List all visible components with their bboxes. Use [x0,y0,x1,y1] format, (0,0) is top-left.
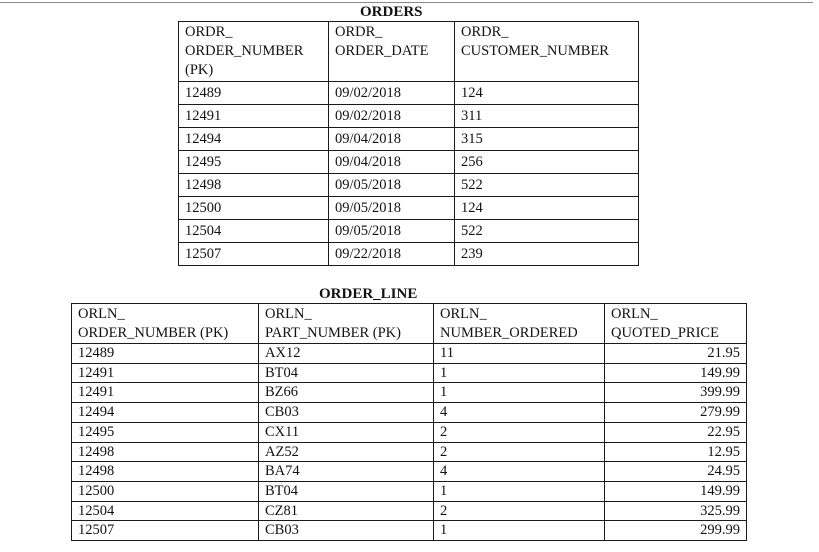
orders-header-order-date [329,22,455,82]
order-date-cell: 09/04/2018 [329,151,455,174]
table-row [72,501,747,521]
part-number-cell: BT04 [259,363,434,383]
order-line-header-number-ordered [434,304,605,344]
order-line-table [71,303,747,541]
order-number-cell: 12500 [179,197,329,220]
customer-number-cell: 256 [455,151,639,174]
order-date-cell: 09/05/2018 [329,197,455,220]
order-date-cell: 09/02/2018 [329,82,455,105]
header-line: NUMBER_ORDERED [440,325,578,341]
quoted-price-cell: 12.95 [605,442,747,462]
order-number-cell: 12494 [179,128,329,151]
table-row [72,442,747,462]
part-number-cell: BZ66 [259,383,434,403]
table-row [179,174,639,197]
header-line: (PK) [185,62,214,78]
table-row [179,220,639,243]
order-number-cell: 12498 [179,174,329,197]
table-row [72,462,747,482]
table-row [179,151,639,174]
number-ordered-cell: 1 [434,363,605,383]
order-number-cell: 12498 [72,462,259,482]
quoted-price-cell: 149.99 [605,363,747,383]
order-line-title: ORDER_LINE [319,286,418,302]
number-ordered-cell: 1 [434,521,605,541]
part-number-cell: CB03 [259,403,434,423]
header-line: ORDER_NUMBER (PK) [78,325,229,341]
number-ordered-cell: 4 [434,403,605,423]
part-number-cell: AX12 [259,344,434,364]
number-ordered-cell: 11 [434,344,605,364]
header-line: ORDR_ [185,24,233,40]
customer-number-cell: 522 [455,174,639,197]
number-ordered-cell: 2 [434,501,605,521]
number-ordered-cell: 2 [434,442,605,462]
quoted-price-cell: 299.99 [605,521,747,541]
order-line-header-order-number [72,304,259,344]
customer-number-cell: 315 [455,128,639,151]
table-row [72,521,747,541]
quoted-price-cell: 149.99 [605,481,747,501]
header-line: ORDR_ [461,24,509,40]
order-number-cell: 12504 [179,220,329,243]
order-line-header-row [72,304,747,344]
order-number-cell: 12495 [179,151,329,174]
customer-number-cell: 311 [455,105,639,128]
order-line-header-part-number [259,304,434,344]
table-row [179,243,639,266]
header-line: CUSTOMER_NUMBER [461,43,609,59]
header-line: ORLN_ [440,306,487,322]
header-line: ORLN_ [611,306,658,322]
customer-number-cell: 124 [455,82,639,105]
order-number-cell: 12504 [72,501,259,521]
order-line-header-quoted-price [605,304,747,344]
customer-number-cell: 522 [455,220,639,243]
order-number-cell: 12507 [179,243,329,266]
table-row [72,422,747,442]
table-row [72,344,747,364]
table-row [179,197,639,220]
orders-header-customer-number [455,22,639,82]
quoted-price-cell: 21.95 [605,344,747,364]
customer-number-cell: 124 [455,197,639,220]
customer-number-cell: 239 [455,243,639,266]
order-number-cell: 12500 [72,481,259,501]
header-line: QUOTED_PRICE [611,325,719,341]
table-row [72,383,747,403]
order-number-cell: 12489 [179,82,329,105]
order-date-cell: 09/04/2018 [329,128,455,151]
part-number-cell: CX11 [259,422,434,442]
quoted-price-cell: 279.99 [605,403,747,423]
orders-title: ORDERS [360,4,423,20]
part-number-cell: CB03 [259,521,434,541]
table-row [72,481,747,501]
part-number-cell: AZ52 [259,442,434,462]
order-number-cell: 12494 [72,403,259,423]
order-number-cell: 12507 [72,521,259,541]
quoted-price-cell: 325.99 [605,501,747,521]
table-row [72,363,747,383]
number-ordered-cell: 4 [434,462,605,482]
table-row [179,82,639,105]
order-number-cell: 12498 [72,442,259,462]
order-number-cell: 12491 [72,363,259,383]
quoted-price-cell: 22.95 [605,422,747,442]
top-divider [0,2,813,3]
order-date-cell: 09/05/2018 [329,220,455,243]
order-date-cell: 09/22/2018 [329,243,455,266]
header-line: ORLN_ [265,306,312,322]
part-number-cell: CZ81 [259,501,434,521]
quoted-price-cell: 24.95 [605,462,747,482]
header-line: ORLN_ [78,306,125,322]
number-ordered-cell: 1 [434,481,605,501]
order-number-cell: 12491 [179,105,329,128]
orders-header-order-number [179,22,329,82]
number-ordered-cell: 1 [434,383,605,403]
order-number-cell: 12495 [72,422,259,442]
table-row [72,403,747,423]
header-line: PART_NUMBER (PK) [265,325,401,341]
order-number-cell: 12491 [72,383,259,403]
order-date-cell: 09/05/2018 [329,174,455,197]
order-date-cell: 09/02/2018 [329,105,455,128]
orders-table [178,21,639,266]
header-line: ORDER_NUMBER [185,43,304,59]
number-ordered-cell: 2 [434,422,605,442]
quoted-price-cell: 399.99 [605,383,747,403]
order-number-cell: 12489 [72,344,259,364]
part-number-cell: BT04 [259,481,434,501]
part-number-cell: BA74 [259,462,434,482]
table-row [179,105,639,128]
orders-header-row [179,22,639,82]
header-line: ORDR_ [335,24,383,40]
table-row [179,128,639,151]
header-line: ORDER_DATE [335,43,429,59]
